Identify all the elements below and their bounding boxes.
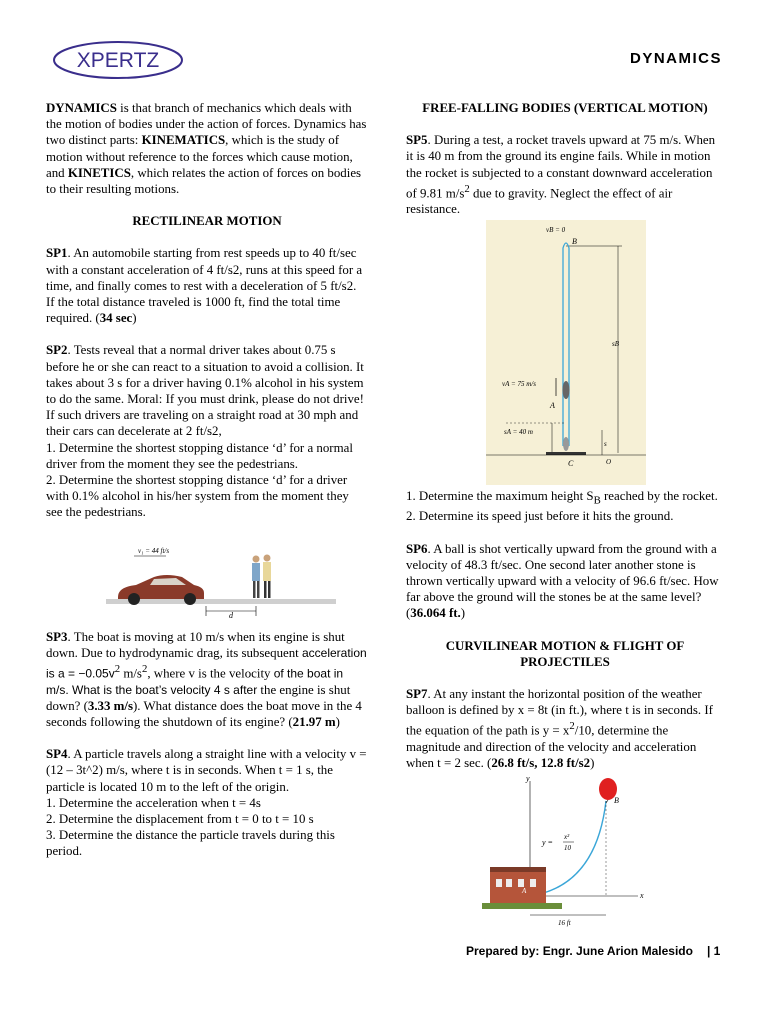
fig-sa-label: sA = 40 m [504,427,533,436]
sp5-sup: 2 [464,182,470,195]
intro-text-3: , which relates the action of forces on bodies to their resulting motions. [46,165,362,197]
fig-x-axis-label: x [640,891,644,901]
sp3-text-8: the engine is shut down? ( [46,682,351,713]
fig-eq-num: x² [564,833,570,842]
sp3-text-4: m/s [120,666,142,681]
xpertz-logo [52,40,184,80]
problem-sp2 [46,342,368,407]
page-title: DYNAMICS [629,50,722,67]
sp2-label: SP2 [46,343,68,358]
sp3-sup-2: 2 [141,663,148,676]
sp7-answer: 26.8 ft/s, 12.8 ft/s2 [491,756,591,771]
fig-sb-label: sB [612,339,619,348]
fig-a-label-2: A [522,887,527,896]
footer [466,944,720,958]
fig-vb-label: vB = 0 [546,225,566,234]
sp1-text: . An automobile starting from rest speeds up to 40 ft/sec with a constant acceleration of 4 ft/s2, runs at this speed for a time, and finally comes to rest with a deceleration of 5 ft/s2. If the total distance traveled is 1000 ft, find the total time required. ( [46,246,363,326]
sp5-q1-text: 1. Determine the maximum height S [406,488,594,503]
sp3-text-1: . The boat is moving at 10 m/s when its engine is shut down. Due to hydrodynamic drag, its subsequent [46,629,345,660]
launch-pad [546,452,586,455]
sp7-text-1: . At any instant the horizontal position of the weather balloon is defined by x = 8t (in ft.), where t is in seconds. If the equation of the path is y = x [406,686,713,738]
sp3-close: ) [335,714,340,729]
term-dynamics: DYNAMICS [46,101,117,115]
sp6-text: . A ball is shot vertically upward from the ground with a velocity of 48.3 ft/sec. One second later another stone is thrown vertically upward with a velocity of 96.6 ft/sec. How far above the ground will the stones be at the same level? ( [406,541,719,621]
heading-curvilinear: CURVILINEAR MOTION & FLIGHT OF PROJECTILES [445,638,685,669]
prepared-by: Prepared by: Engr. June Arion Malesido [466,944,693,958]
fig-o-label: O [606,457,612,466]
problem-sp5 [406,132,724,217]
sp5-q1 [406,488,724,509]
problem-sp4 [46,746,368,795]
intro-paragraph [46,100,368,197]
sp4-q1: 1. Determine the acceleration when t = 4s [46,795,261,810]
heading-free-fall: FREE-FALLING BODIES (VERTICAL MOTION) [422,101,708,115]
fig-b-label: B [572,236,577,246]
fig-eq-lhs: y = [542,838,553,848]
problem-sp3 [46,629,368,731]
fig-b-label-2: B [614,796,619,806]
fig-va-label: vA = 75 m/s [502,379,536,388]
rocket-figure [406,218,724,488]
page-number: | 1 [706,944,721,958]
road-line [106,599,336,604]
fig-car-velocity-label: v₁ = 44 ft/s [138,546,170,555]
fig-s-label: s [604,439,607,448]
sp3-text-7: of the boat in m/s. What is the boat’s velocity 4 s after [46,666,344,697]
logo-text: XPERTZ [76,49,160,72]
fig-y-axis-label: y [526,774,530,784]
problem-sp1 [46,245,368,326]
sp2-q1: 1. Determine the shortest stopping distance ‘d’ for a normal driver from the moment they see the pedestrians. [46,440,353,471]
sp5-text-1: . During a test, a rocket travels upward at 75 m/s. When it is 40 m from the ground its engine fails. While in motion the rocket is subjected to a constant downward acceleration of 9.81 m/s [406,133,716,201]
fig-c-label: C [568,458,574,468]
sp3-label: SP3 [46,629,68,644]
intro-text-1: is that branch of mechanics which deals with the motion of bodies under the action of forces. Dynamics has two distinct parts: [46,101,367,148]
sp7-text-2: /10, determine the magnitude and direction of the velocity and acceleration when t = 2 sec. ( [406,723,697,771]
sp7-label: SP7 [406,686,428,701]
sp3-answer-1: 3.33 m/s [87,698,134,713]
sp2-q2: 2. Determine the shortest stopping distance ‘d’ for a driver with 0.1% alcohol in his/her system from the moment they see the pedestrians. [46,473,349,520]
car-pedestrian-figure [46,521,368,621]
sp7-sup: 2 [569,720,575,733]
term-kinematics: KINEMATICS [141,133,226,148]
sp3-text-9: ). What distance does the boat move in the 4 seconds following the shutdown of its engine? ( [46,698,362,729]
right-column [406,100,724,931]
fig-a-label: A [550,400,555,410]
left-column [46,100,368,860]
intro-text-2: , which is the study of motion without reference to the forces which cause motion, and [46,133,353,180]
sp3-text-6: , where v is the velocity [147,666,274,681]
sp2-text: . Tests reveal that a normal driver takes about 0.75 s before he or she can react to a situation to avoid a collision. It takes about 3 s for a driver having 0.1% alcohol in his system to do the same. Moral: If you must drink, please do not drive! [46,343,364,407]
sp5-q2: 2. Determine its speed just before it hits the ground. [406,509,674,524]
sp4-label: SP4 [46,747,68,762]
sp5-q1-text-2: reached by the rocket. [600,488,718,503]
sp6-label: SP6 [406,541,428,556]
sp1-close: ) [132,311,137,326]
problem-sp7 [406,686,724,771]
sp2-line2: If such drivers are traveling on a straight road at 30 mph and their cars can decelerate at 2 ft/s2, [46,408,359,439]
sp5-text-2: due to gravity. Neglect the effect of air resistance. [406,186,673,217]
fig-eq-den: 10 [564,844,571,853]
problem-sp6 [406,541,724,622]
sp3-text-2: acceleration is a = −0.05v [46,645,367,681]
pedestrians-icon [252,554,271,598]
sp6-close: ) [460,606,466,621]
sp4-text: . A particle travels along a straight line with a velocity v = (12 – 3t^2) m/s, where t is in seconds. When t = 1 s, the particle is located 10 m to the left of the origin. [46,747,367,794]
sp4-q2: 2. Determine the displacement from t = 0 to t = 10 s [46,812,314,826]
fig-16ft-label: 16 ft [558,919,571,928]
fig-distance-label: d [229,610,233,620]
sp5-q1-sub: B [593,494,601,507]
sp6-answer: 36.064 ft. [410,606,461,621]
sp5-label: SP5 [406,133,428,148]
sp1-label: SP1 [46,246,68,261]
sp7-close: ) [590,756,595,771]
sp4-q3: 3. Determine the distance the particle travels during this period. [46,828,335,859]
term-kinetics: KINETICS [67,165,131,180]
heading-rectilinear: RECTILINEAR MOTION [132,214,282,229]
sp3-sup-1: 2 [114,663,121,676]
sp3-answer-2: 21.97 m [292,714,336,729]
sp1-answer: 34 sec [99,311,133,326]
balloon-figure [406,771,724,931]
